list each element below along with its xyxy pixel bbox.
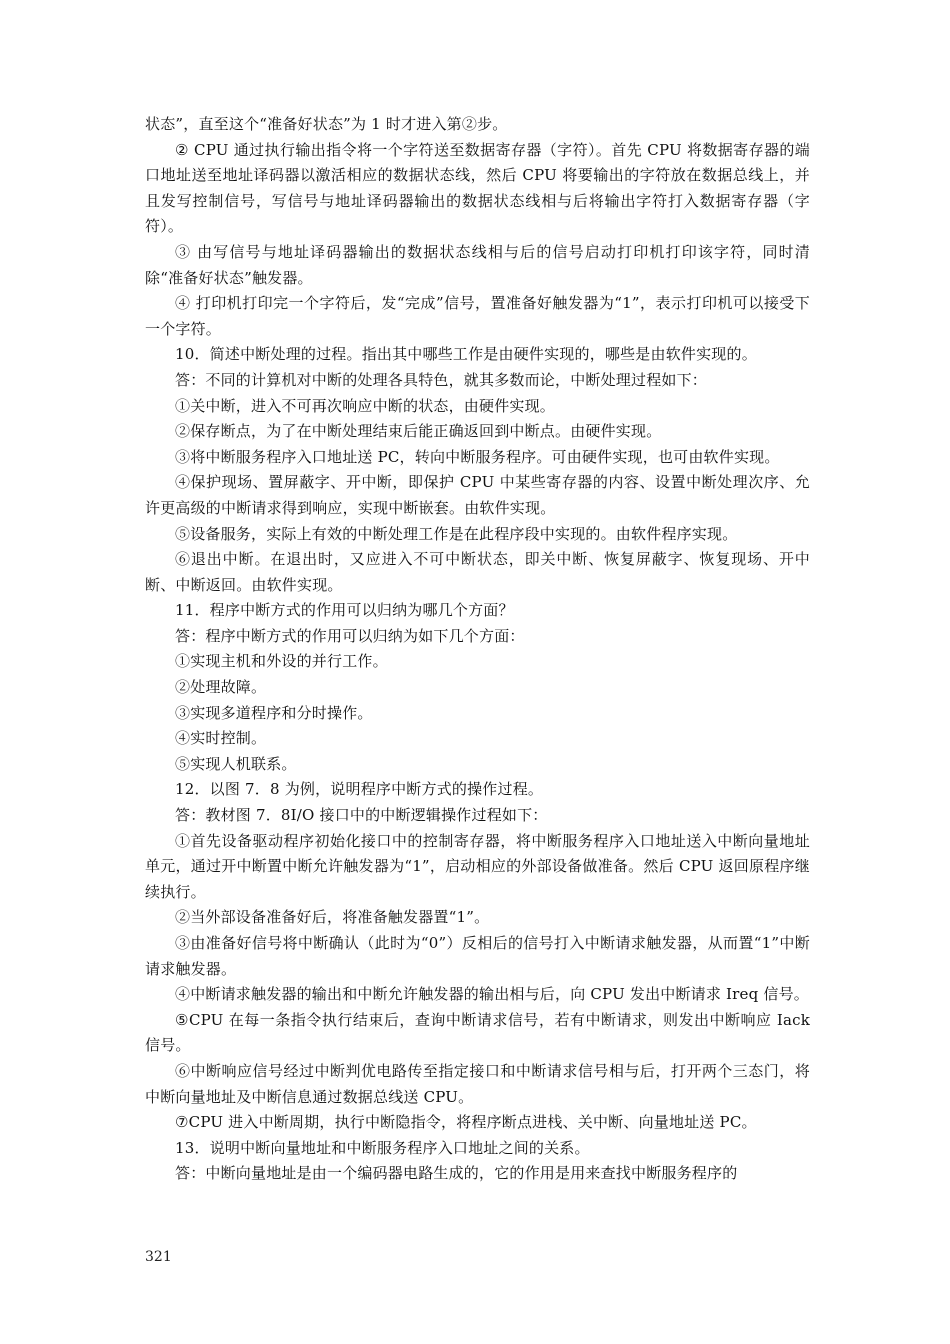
paragraph: ② CPU 通过执行输出指令将一个字符送至数据寄存器（字符）。首先 CPU 将数据寄存器的端口地址送至地址译码器以激活相应的数据状态线，然后 CPU 将要输出的字符放在数据总线上，并且发写控制信号，写信号与地址译码器输出的数据状态线相与后将输出字符打入数据寄存器（字符）。 <box>145 140 810 236</box>
list-item: ④中断请求触发器的输出和中断允许触发器的输出相与后，向 CPU 发出中断请求 Ireq 信号。 <box>175 985 809 1004</box>
list-item: ⑤设备服务，实际上有效的中断处理工作是在此程序段中实现的。由软件程序实现。 <box>175 524 738 543</box>
paragraph: 状态”，直至这个“准备好状态”为 1 时才进入第②步。 <box>145 115 508 133</box>
list-item: ③将中断服务程序入口地址送 PC，转向中断服务程序。可由硬件实现，也可由软件实现。 <box>175 447 780 466</box>
list-item: ④实时控制。 <box>175 729 267 748</box>
list-item: ①首先设备驱动程序初始化接口中的控制寄存器，将中断服务程序入口地址送入中断向量地址单元，通过开中断置中断允许触发器为“1”，启动相应的外部设备做准备。然后 CPU 返回原程序继续执行。 <box>145 831 810 901</box>
question-heading: 12．以图 7．8 为例，说明程序中断方式的操作过程。 <box>175 780 544 799</box>
list-item: ②保存断点，为了在中断处理结束后能正确返回到中断点。由硬件实现。 <box>175 422 662 441</box>
list-item: ③由准备好信号将中断确认（此时为“0”）反相后的信号打入中断请求触发器，从而置“1”中断请求触发器。 <box>145 934 810 978</box>
answer-intro: 答：程序中断方式的作用可以归纳为如下几个方面： <box>175 626 525 645</box>
list-item: ⑤CPU 在每一条指令执行结束后，查询中断请求信号，若有中断请求，则发出中断响应 Iack 信号。 <box>145 1010 810 1055</box>
page-number: 321 <box>145 1249 172 1265</box>
list-item: ⑥中断响应信号经过中断判优电路传至指定接口和中断请求信号相与后，打开两个三态门，将中断向量地址及中断信息通过数据总线送 CPU。 <box>145 1061 810 1106</box>
answer-intro: 答：中断向量地址是由一个编码器电路生成的，它的作用是用来查找中断服务程序的 <box>175 1164 738 1183</box>
list-item: ⑥退出中断。在退出时，又应进入不可中断状态，即关中断、恢复屏蔽字、恢复现场、开中断、中断返回。由软件实现。 <box>145 550 810 594</box>
question-heading: 10．简述中断处理的过程。指出其中哪些工作是由硬件实现的，哪些是由软件实现的。 <box>175 345 757 364</box>
paragraph: ③ 由写信号与地址译码器输出的数据状态线相与后的信号启动打印机打印该字符，同时清除“准备好状态”触发器。 <box>145 242 810 287</box>
answer-intro: 答：不同的计算机对中断的处理各具特色，就其多数而论，中断处理过程如下： <box>175 370 708 389</box>
question-heading: 11．程序中断方式的作用可以归纳为哪几个方面？ <box>175 601 514 620</box>
list-item: ①关中断，进入不可再次响应中断的状态，由硬件实现。 <box>175 396 556 415</box>
list-item: ②当外部设备准备好后，将准备触发器置“1”。 <box>175 908 490 927</box>
document-body <box>145 112 810 1187</box>
question-heading: 13．说明中断向量地址和中断服务程序入口地址之间的关系。 <box>175 1138 590 1157</box>
list-item: ④保护现场、置屏蔽字、开中断，即保护 CPU 中某些寄存器的内容、设置中断处理次序、允许更高级的中断请求得到响应，实现中断嵌套。由软件实现。 <box>145 473 810 517</box>
list-item: ③实现多道程序和分时操作。 <box>175 703 373 722</box>
list-item: ⑤实现人机联系。 <box>175 754 297 773</box>
answer-intro: 答：教材图 7．8I/O 接口中的中断逻辑操作过程如下： <box>175 806 548 825</box>
list-item: ⑦CPU 进入中断周期，执行中断隐指令，将程序断点进栈、关中断、向量地址送 PC。 <box>175 1113 757 1132</box>
paragraph: ④ 打印机打印完一个字符后，发“完成”信号，置准备好触发器为“1”，表示打印机可以接受下一个字符。 <box>145 294 810 338</box>
list-item: ①实现主机和外设的并行工作。 <box>175 652 388 671</box>
list-item: ②处理故障。 <box>175 678 267 697</box>
